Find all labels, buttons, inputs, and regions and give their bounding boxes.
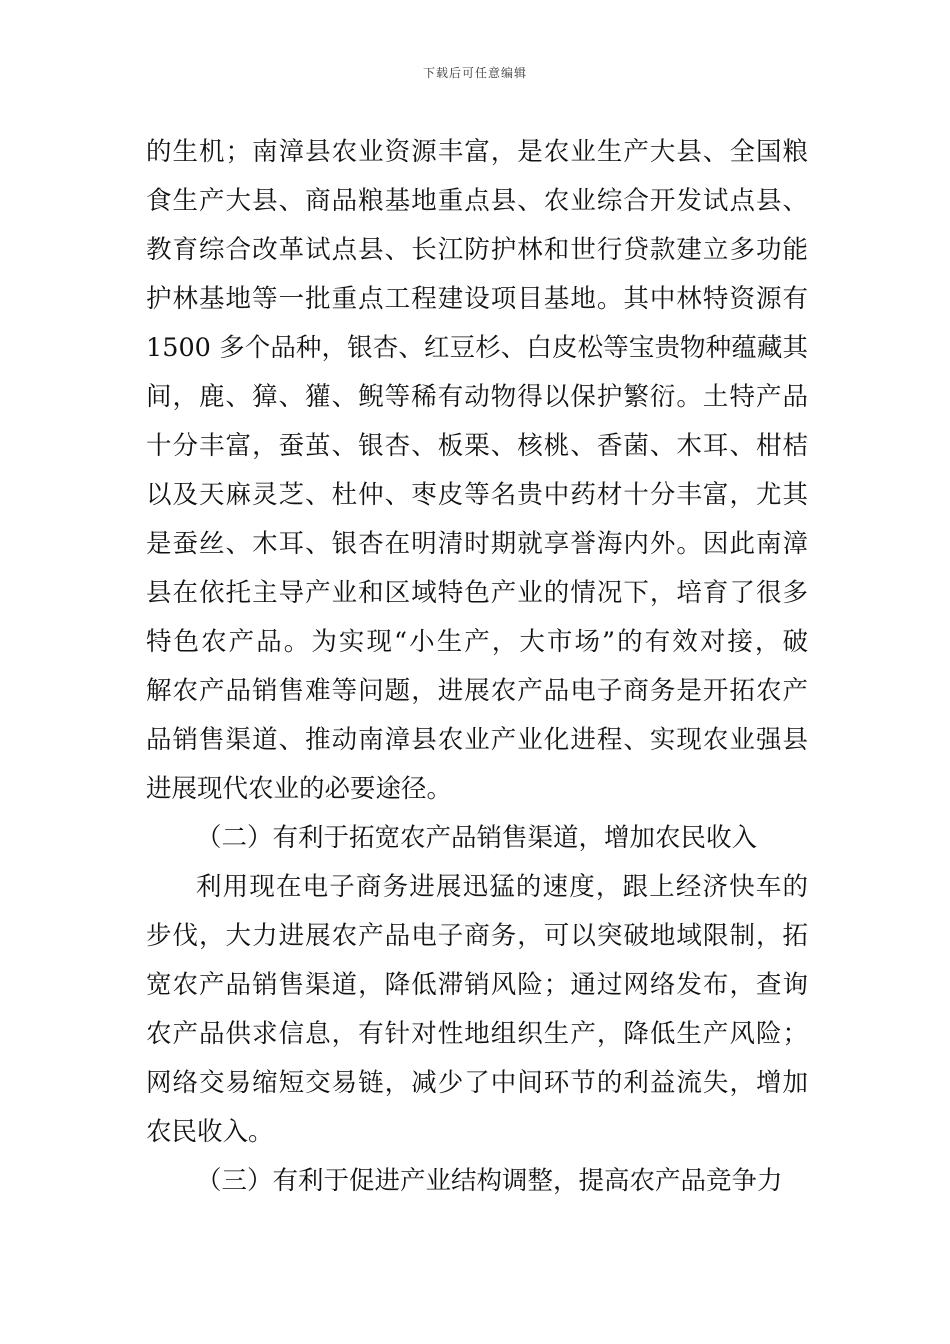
text-line: 农民收入。 xyxy=(146,1117,274,1147)
paragraph-2 xyxy=(146,863,808,1157)
text-line: 护林基地等一批重点工程建设项目基地。其中林特资源有 xyxy=(146,284,808,314)
text-line: 1500 多个品种，银杏、红豆杉、白皮松等宝贵物种蕴藏其 xyxy=(146,333,808,363)
paragraph-1 xyxy=(146,128,808,814)
section-heading-3: （三）有利于促进产业结构调整，提高农产品竞争力 xyxy=(196,1166,783,1196)
text-line: 的生机；南漳县农业资源丰富，是农业生产大县、全国粮 xyxy=(146,137,808,167)
text-line: 间，鹿、獐、獾、鲵等稀有动物得以保护繁衍。土特产品 xyxy=(146,382,808,412)
text-line: 进展现代农业的必要途径。 xyxy=(146,774,453,804)
text-line: 食生产大县、商品粮基地重点县、农业综合开发试点县、 xyxy=(146,186,808,216)
page-header-note: 下载后可任意编辑 xyxy=(422,66,527,80)
document-body xyxy=(146,128,808,1206)
text-line: 农产品供求信息，有针对性地组织生产，降低生产风险； xyxy=(146,1019,808,1049)
text-line: 网络交易缩短交易链，减少了中间环节的利益流失，增加 xyxy=(146,1068,808,1098)
text-line: 县在依托主导产业和区域特色产业的情况下，培育了很多 xyxy=(146,578,808,608)
text-line: 宽农产品销售渠道，降低滞销风险；通过网络发布，查询 xyxy=(146,970,808,1000)
text-line: 教育综合改革试点县、长江防护林和世行贷款建立多功能 xyxy=(146,235,808,265)
text-line: 特色农产品。为实现“小生产，大市场”的有效对接，破 xyxy=(146,627,808,657)
text-line: 十分丰富，蚕茧、银杏、板栗、核桃、香菌、木耳、柑桔 xyxy=(146,431,808,461)
text-line: 步伐，大力进展农产品电子商务，可以突破地域限制，拓 xyxy=(146,921,808,951)
section-heading-2: （二）有利于拓宽农产品销售渠道，增加农民收入 xyxy=(196,823,758,853)
text-line: 解农产品销售难等问题，进展农产品电子商务是开拓农产 xyxy=(146,676,808,706)
text-line: 是蚕丝、木耳、银杏在明清时期就享誉海内外。因此南漳 xyxy=(146,529,808,559)
text-line: 以及天麻灵芝、杜仲、枣皮等名贵中药材十分丰富，尤其 xyxy=(146,480,808,510)
text-line: 品销售渠道、推动南漳县农业产业化进程、实现农业强县 xyxy=(146,725,808,755)
text-line: 利用现在电子商务进展迅猛的速度，跟上经济快车的 xyxy=(196,872,808,902)
